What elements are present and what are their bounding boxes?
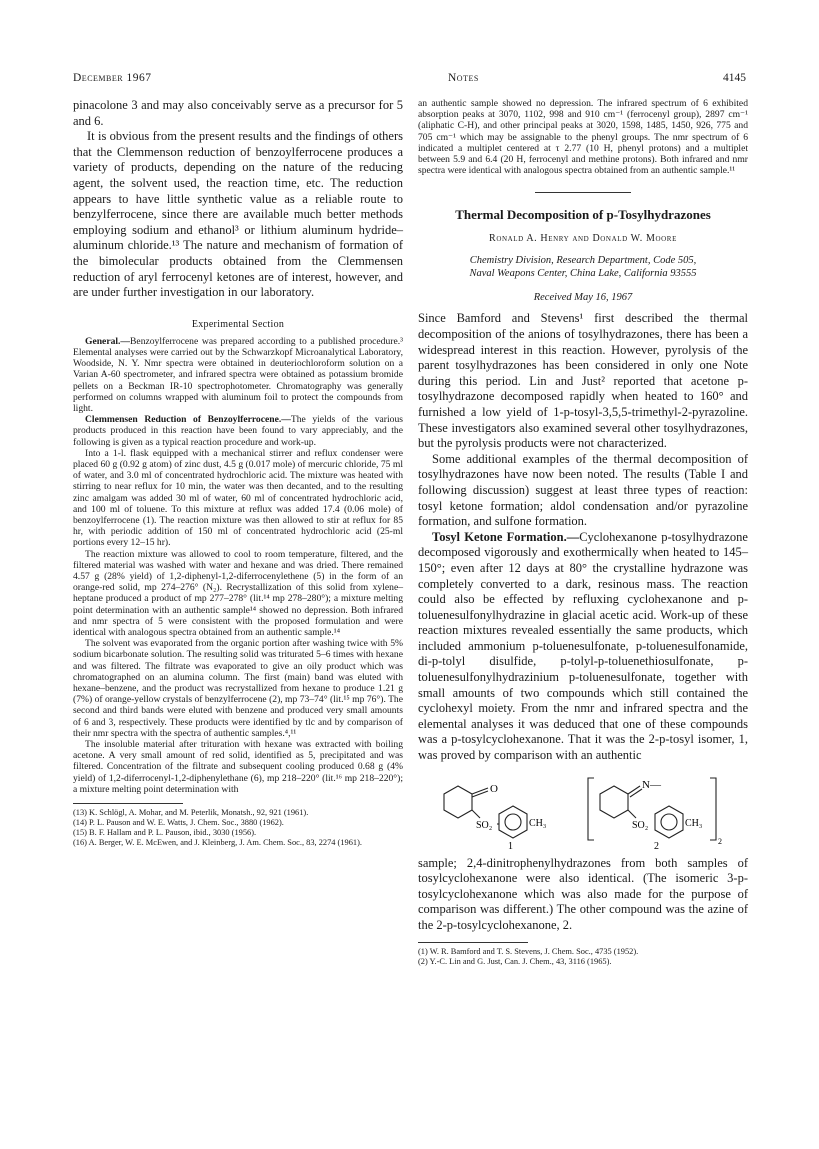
paragraph-text: Cyclohexanone p-tosylhydrazone decomposed vigorously and exothermically when heated to 145–150°; even after 12 days at 80° the crystalline hydrazone was completely converted to a dark, resinous mass. The reaction could also be effected by refluxing cyclohexanone and p-toluenesulfonylhydrazine in glacial acetic acid. Work-up of these reaction mixtures revealed essentially the same products, which included ammonium p-toluenesulfonate, p-toluenesulfonamide, di-p-tolyl disulfide, p-tolyl-p-toluenethiosulfonate, p-toluenesulfonylhydrazinium p-toluenesulfonate, together with small amounts of two compounds which still contained the cyclohexyl moiety. From the nmr and infrared spectra and the elemental analyses it was deduced that one of these compounds was a p-tosylcyclohexanone. That it was the 2-p-tosyl isomer, 1, was proved by comparison with an authentic <box>418 529 748 763</box>
article-title: Thermal Decomposition of p-Tosylhydrazones <box>455 207 711 223</box>
run-in-heading: Clemmensen Reduction of Benzoylferrocene.— <box>85 414 291 426</box>
paragraph-general <box>73 336 403 414</box>
footnote: (13) K. Schlögl, A. Mohar, and M. Peterlik, Monatsh., 92, 921 (1961). <box>73 808 309 818</box>
paragraph-tosyl-ketone <box>418 530 748 764</box>
page-number: 4145 <box>723 72 746 84</box>
run-in-heading: General.— <box>85 335 131 347</box>
page-header <box>73 72 746 88</box>
paragraph: The reaction mixture was allowed to cool to room temperature, filtered, and the filtered material was washed with water and hexane and was dried. There remained 4.57 g (28% yield) of 1,2-diphenyl-1,2-diferrocenylethene (5) in the form of an orange-red solid, mp 274–276° (N₂). Recrystallization of this solid from xylene–heptane produced a product of mp 277–278° (lit.¹⁴ mp 278–280°); a mixture melting point determination with an authentic sample¹⁴ showed no depression. Both infrared and nmr spectra of 5 were consistent with the proposed formulation and were identical with analogous spectra obtained from an authentic sample.¹⁴ <box>73 548 403 638</box>
structure-drawing <box>418 768 748 850</box>
footnote: (14) P. L. Pauson and W. E. Watts, J. Chem. Soc., 3880 (1962). <box>73 818 284 828</box>
paragraph: Since Bamford and Stevens¹ first described the thermal decomposition of the anions of tosylhydrazones, there has been a widespread interest in this reaction. However, pyrolysis of the parent tosylhydrazones has been considered in only one Note during this period. Lin and Just² reported that acetone p-tosylhydrazone decomposed rapidly when heated to 160° and furnished a low yield of 1-p-tosyl-3,5,5-trimethyl-2-pyrazoline. These investigators also examined several other tosylhydrazones, but the pyrolysis products were not characterized. <box>418 311 748 451</box>
article-separator <box>535 192 631 193</box>
paragraph: Into a 1-l. flask equipped with a mechanical stirrer and reflux condenser were placed 60 g (0.92 g atom) of zinc dust, 4.5 g (0.017 mole) of mercuric chloride, 75 ml of water, and 3.0 ml of concentrated hydrochloric acid. The mixture was heated with stirring to near reflux for 10 min, the water was then decanted, and to the resulting zinc amalgam was added 30 ml of water, 60 ml of concentrated hydrochloric acid, and 100 ml of toluene. To this mixture at reflux was added 17.4 (0.06 mole) of benzoylferrocene (1). The reaction mixture was then allowed to stir at reflux for 85 hr, with periodic addition of 150 ml of concentrated hydrochloric acid (25-ml portions every 12–15 hr). <box>73 447 403 549</box>
footnote: (1) W. R. Bamford and T. S. Stevens, J. Chem. Soc., 4735 (1952). <box>418 946 639 956</box>
received-date: Received May 16, 1967 <box>533 292 633 304</box>
label-ch3: CH₃ <box>685 817 703 829</box>
run-in-heading: Tosyl Ketone Formation.— <box>432 529 580 544</box>
bracket-left <box>588 778 594 840</box>
article-authors: Ronald A. Henry and Donald W. Moore <box>489 233 677 245</box>
footnote-rule <box>418 942 528 943</box>
paragraph: It is obvious from the present results and the findings of others that the Clemmenson reduction of benzoylferrocene produces a variety of products, depending on the nature of the reducing agent, the solvent used, the reaction time, etc. The reduction appears to have little synthetic value as a reliable route to benzylferrocene, since there are available much better methods employing sodium and ethanol³ or lithium aluminum hydride–aluminum chloride.¹³ The nature and mechanism of formation of the bimolecular products obtained from the Clemmensen reduction of aryl ferrocenyl ketones are of interest, however, and are under further investigation in our laboratory. <box>73 129 403 300</box>
bracket-right <box>710 778 716 840</box>
paragraph: pinacolone 3 and may also conceivably serve as a precursor for 5 and 6. <box>73 98 403 128</box>
footnote-rule <box>73 803 183 804</box>
label-so2: SO₂ <box>632 819 649 831</box>
affiliation-line: Chemistry Division, Research Department, Code 505, <box>469 255 697 267</box>
paragraph: sample; 2,4-dinitrophenylhydrazones from both samples of tosylcyclohexanone were also identical. (The isomeric 3-p-tosylcyclohexanone which was also made for the purpose of comparison was different.) The other compound was the azine of the 2-p-tosylcyclohexanone, 2. <box>418 855 748 933</box>
paragraph-text: The yields of the various products produced in this reaction have been found to vary appreciably, and the following is given as a typical reaction procedure and work-up. <box>73 414 403 448</box>
paragraph: an authentic sample showed no depression. The infrared spectrum of 6 exhibited absorption peaks at 3070, 1102, 998 and 910 cm⁻¹ (ferrocenyl group), 2897 cm⁻¹ (aliphatic C-H), and other principal peaks at 3020, 1598, 1485, 1450, 926, 775 and 705 cm⁻¹ which may be assignable to the phenyl groups. The nmr spectrum of 6 indicated a multiplet centered at τ 2.77 (10 H, phenyl protons) and a multiplet between 5.9 and 6.4 (20 H, ferrocenyl and methine protons). Both infrared and nmr spectra were identical with analogous spectra obtained from an authentic sample.¹¹ <box>418 98 748 177</box>
footnote: (2) Y.-C. Lin and G. Just, Can. J. Chem., 43, 3116 (1965). <box>418 956 612 966</box>
label-oxygen: O <box>490 782 498 795</box>
paragraph: The insoluble material after trituration with hexane was extracted with boiling acetone. A very small amount of red solid, identified as 5, precipitated and was filtered. Concentration of the filtrate and subsequent cooling produced 0.68 g (4% yield) of 1,2-diferrocenyl-1,2-diphenylethane (6), mp 218–220° (lit.¹⁶ mp 218–220°); a mixture melting point determination with <box>73 739 403 795</box>
header-date: December 1967 <box>73 72 152 84</box>
paragraph: The solvent was evaporated from the organic portion after washing twice with 5% sodium bicarbonate solution. The resulting solid was triturated 5–6 times with hexane and was filtered. The filtrate was evaporated to give an oily product which was chromatographed on an alumina column. The first (main) band was eluted with hexane–benzene, and the product was recrystallized from hexane to produce 1.21 g (7%) of orange-yellow crystals of benzylferrocene (2), mp 73–74° (lit.¹⁵ mp 76°). The second and third bands were eluted with benzene and produced very small amounts of 6 and 3, respectively. These products were identified by tlc and by comparison of their nmr spectra with the spectra of authentic samples.⁴,¹¹ <box>73 638 403 739</box>
footnotes <box>73 808 403 848</box>
paragraph-text: Benzoylferrocene was prepared according to a published procedure.³ Elemental analyses were carried out by the Schwarzkopf Microanalytical Laboratory, Woodside, N. Y. Nmr spectra were obtained in deuteriochloroform solution on a Varian A-60 spectrometer, and infrared spectra were obtained as potassium bromide pellets on a Beckman IR-10 spectrophotometer. Chromatography was generally performed on columns wrapped with aluminum foil to protect the compounds from light. <box>73 335 403 414</box>
footnote: (16) A. Berger, W. E. McEwen, and J. Kleinberg, J. Am. Chem. Soc., 83, 2274 (1961). <box>73 838 362 848</box>
aromatic-circle-2 <box>661 814 677 830</box>
footnote: (15) B. F. Hallam and P. L. Pauson, ibid., 3030 (1956). <box>73 828 257 838</box>
affiliation-line: Naval Weapons Center, China Lake, California 93555 <box>469 268 697 280</box>
affiliation <box>418 254 748 280</box>
sulfonyl-bond <box>472 810 480 818</box>
label-nitrogen: N— <box>642 778 661 791</box>
left-column <box>73 98 403 848</box>
label-ch3: CH₃ <box>529 817 547 829</box>
paragraph: Some additional examples of the thermal decomposition of tosylhydrazones have now been noted. The results (Table I and following discussion) suggest at least three types of reaction: tosyl ketone formation; aldol condensation and/or pyrazoline formation, and sulfone formation. <box>418 451 748 529</box>
carbonyl-bond <box>472 788 488 794</box>
compound-label-2: 2 <box>654 840 659 850</box>
compound-label-1: 1 <box>508 840 513 850</box>
benzene-ring-2 <box>655 806 683 838</box>
cyclohexane-ring-2 <box>600 786 628 818</box>
chemical-structures <box>418 768 748 850</box>
label-subscript-2: 2 <box>718 836 722 846</box>
aromatic-circle-1 <box>505 814 521 830</box>
cyclohexane-ring-1 <box>444 786 472 818</box>
label-so2: SO₂ <box>476 819 493 831</box>
right-column <box>418 98 748 967</box>
header-section: Notes <box>448 72 479 84</box>
benzene-ring-1 <box>499 806 527 838</box>
section-heading: Experimental Section <box>191 318 285 330</box>
imine-bond <box>628 786 640 794</box>
paragraph-clemmensen <box>73 414 403 448</box>
footnotes <box>418 947 748 967</box>
